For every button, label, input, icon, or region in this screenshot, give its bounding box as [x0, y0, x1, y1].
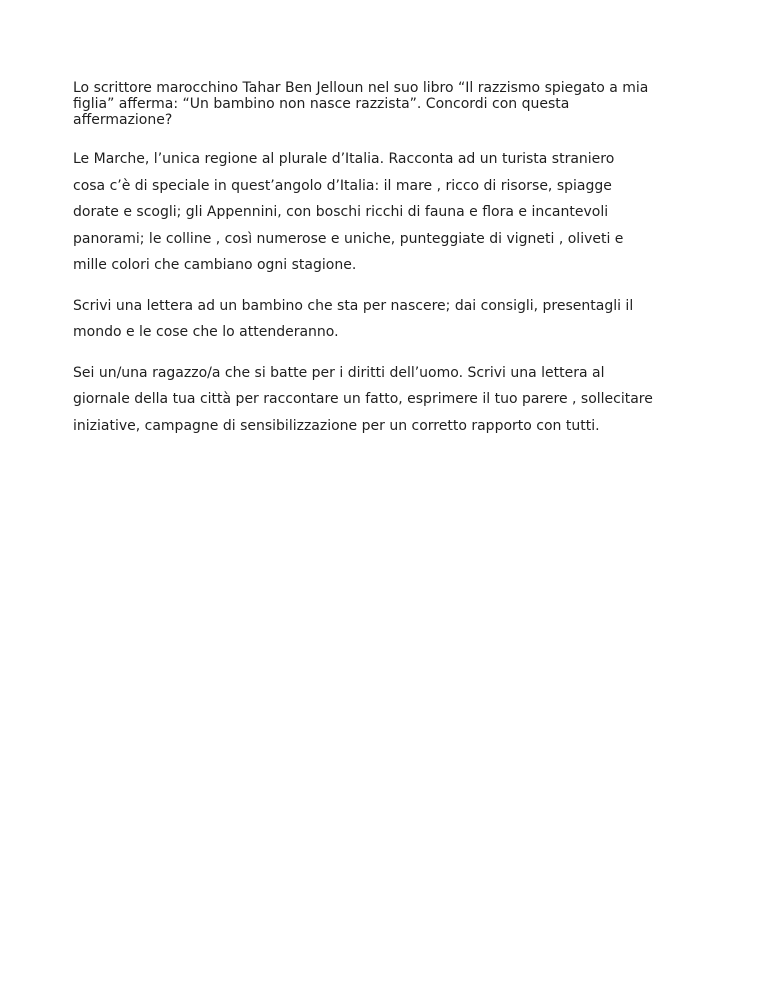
- paragraph-human-rights-letter: [73, 360, 698, 440]
- paragraph-line: panorami; le colline , così numerose e uniche, punteggiate di vigneti , oliveti e: [73, 230, 624, 247]
- paragraph-line: Sei un/una ragazzo/a che si batte per i diritti dell’uomo. Scrivi una lettera al: [73, 364, 605, 381]
- paragraph-line: Le Marche, l’unica regione al plurale d’Italia. Racconta ad un turista straniero: [73, 151, 615, 167]
- paragraph-line: figlia” afferma: “Un bambino non nasce razzista”. Concordi con questa: [73, 96, 570, 112]
- paragraph-line: mondo e le cose che lo attenderanno.: [73, 324, 339, 340]
- paragraph-marche-region: [73, 146, 698, 279]
- paragraph-line: giornale della tua città per raccontare un fatto, esprimere il tuo parere , sollecitare: [73, 391, 653, 407]
- paragraph-letter-to-baby: [73, 293, 698, 346]
- paragraph-line: Scrivi una lettera ad un bambino che sta per nascere; dai consigli, presentagli il: [73, 297, 634, 314]
- paragraph-line: Lo scrittore marocchino Tahar Ben Jelloun nel suo libro “Il razzismo spiegato a mia: [73, 80, 649, 96]
- paragraph-racism-question: [73, 80, 698, 128]
- paragraph-line: cosa c’è di speciale in quest’angolo d’Italia: il mare , ricco di risorse, spiagge: [73, 177, 612, 194]
- paragraph-line: mille colori che cambiano ogni stagione.: [73, 257, 357, 273]
- paragraph-line: iniziative, campagne di sensibilizzazione per un corretto rapporto con tutti.: [73, 417, 600, 434]
- paragraph-line: dorate e scogli; gli Appennini, con boschi ricchi di fauna e flora e incantevoli: [73, 204, 609, 220]
- paragraph-line: affermazione?: [73, 112, 173, 128]
